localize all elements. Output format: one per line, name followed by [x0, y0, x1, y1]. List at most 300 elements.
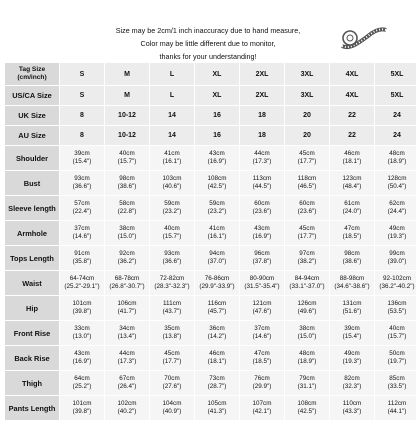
inch-value: (47.6") — [252, 308, 272, 315]
inch-value: (16.1") — [162, 158, 182, 165]
cm-value: 76-86cm — [204, 275, 230, 282]
inch-value: (29.9") — [252, 383, 272, 390]
inch-value: (40.6") — [162, 183, 182, 190]
notice-line-1: Size may be 2cm/1 inch inaccuracy due to hand measure, — [115, 26, 301, 35]
cm-value: 38cm — [299, 325, 315, 332]
measurement-cell — [330, 196, 374, 220]
measurement-row — [5, 396, 416, 420]
cm-value: 43cm — [209, 150, 225, 157]
inch-value: (31.1") — [297, 383, 317, 390]
size-cell: L — [150, 86, 194, 105]
measurement-cell — [330, 346, 374, 370]
measurement-cell — [60, 396, 104, 420]
row-label: UK Size — [5, 106, 59, 125]
inch-value: (41.7") — [117, 308, 137, 315]
cm-value: 106cm — [117, 300, 137, 307]
measurement-cell — [60, 221, 104, 245]
cm-value: 48cm — [299, 350, 315, 357]
size-cell: 22 — [330, 126, 374, 145]
cm-value: 59cm — [164, 200, 180, 207]
inch-value: (38.6") — [117, 183, 137, 190]
size-cell: XL — [195, 63, 239, 85]
row-label: Waist — [5, 271, 59, 295]
measurement-row — [5, 346, 416, 370]
inch-value: (36.2"-40.2") — [379, 283, 415, 290]
measurement-row — [5, 221, 416, 245]
inch-value: (22.4") — [72, 208, 92, 215]
size-cell: 8 — [60, 106, 104, 125]
cm-value: 92cm — [119, 250, 135, 257]
cm-value: 35cm — [164, 325, 180, 332]
cm-value: 105cm — [207, 400, 227, 407]
measurement-cell — [375, 321, 416, 345]
cm-value: 67cm — [119, 375, 135, 382]
size-cell: 16 — [195, 126, 239, 145]
cm-value: 128cm — [387, 175, 407, 182]
size-cell: 18 — [240, 126, 284, 145]
inch-value: (33.5") — [387, 383, 407, 390]
cm-value: 112cm — [387, 400, 407, 407]
measurement-cell — [285, 246, 329, 270]
measurement-cell — [105, 221, 149, 245]
cm-value: 94cm — [209, 250, 225, 257]
size-cell: S — [60, 63, 104, 85]
inch-value: (41.3") — [207, 408, 227, 415]
inch-value: (15.7") — [162, 233, 182, 240]
cm-value: 61cm — [344, 200, 360, 207]
inch-value: (16.9") — [252, 233, 272, 240]
measurement-cell — [330, 396, 374, 420]
inch-value: (40.2") — [117, 408, 137, 415]
measurement-cell — [240, 296, 284, 320]
measurement-cell — [105, 346, 149, 370]
cm-value: 41cm — [209, 225, 225, 232]
inch-value: (39.0") — [387, 258, 407, 265]
cm-value: 40cm — [389, 325, 405, 332]
inch-value: (24.0") — [342, 208, 362, 215]
inch-value: (42.5") — [207, 183, 227, 190]
measurement-row — [5, 296, 416, 320]
measurement-cell — [195, 321, 239, 345]
inch-value: (49.6") — [297, 308, 317, 315]
measurement-cell — [285, 321, 329, 345]
measurement-cell — [375, 371, 416, 395]
cm-value: 91cm — [74, 250, 90, 257]
cm-value: 43cm — [74, 350, 90, 357]
cm-value: 40cm — [164, 225, 180, 232]
size-cell: XL — [195, 86, 239, 105]
cm-value: 58cm — [119, 200, 135, 207]
cm-value: 44cm — [119, 350, 135, 357]
cm-value: 62cm — [389, 200, 405, 207]
inch-value: (39.8") — [72, 408, 92, 415]
row-label: US/CA Size — [5, 86, 59, 105]
row-label: Sleeve length — [5, 196, 59, 220]
measurement-cell — [375, 196, 416, 220]
measurement-cell — [330, 221, 374, 245]
measurement-cell — [60, 196, 104, 220]
cm-value: 131cm — [342, 300, 362, 307]
inch-value: (19.7") — [387, 358, 407, 365]
measurement-cell — [285, 196, 329, 220]
measurement-cell — [150, 271, 194, 295]
measurement-cell — [150, 146, 194, 170]
measurement-cell — [240, 346, 284, 370]
measurement-cell — [105, 396, 149, 420]
cm-value: 41cm — [164, 150, 180, 157]
cm-value: 98cm — [344, 250, 360, 257]
measurement-cell — [60, 346, 104, 370]
cm-value: 37cm — [74, 225, 90, 232]
inch-value: (23.6") — [252, 208, 272, 215]
inch-value: (36.6") — [72, 183, 92, 190]
inch-value: (17.7") — [297, 158, 317, 165]
inch-value: (31.5"-35.4") — [244, 283, 280, 290]
cm-value: 48cm — [389, 150, 405, 157]
inch-value: (15.0") — [297, 333, 317, 340]
measurement-cell — [105, 371, 149, 395]
measurement-cell — [195, 346, 239, 370]
measurement-cell — [330, 146, 374, 170]
cm-value: 85cm — [389, 375, 405, 382]
cm-value: 37cm — [254, 325, 270, 332]
measurement-cell — [195, 296, 239, 320]
notice-line-3: thanks for your understanding! — [159, 52, 257, 61]
header-row — [5, 126, 416, 145]
size-cell: M — [105, 63, 149, 85]
size-cell: S — [60, 86, 104, 105]
cm-value: 121cm — [252, 300, 272, 307]
inch-value: (36.2") — [117, 258, 137, 265]
size-cell: 14 — [150, 126, 194, 145]
measurement-cell — [240, 146, 284, 170]
measurement-cell — [240, 371, 284, 395]
measurement-cell — [375, 396, 416, 420]
cm-value: 118cm — [297, 175, 317, 182]
measurement-row — [5, 196, 416, 220]
inch-value: (18.5") — [342, 233, 362, 240]
cm-value: 45cm — [164, 350, 180, 357]
measurement-row — [5, 371, 416, 395]
cm-value: 80-90cm — [249, 275, 275, 282]
measurement-cell — [375, 296, 416, 320]
size-cell: 16 — [195, 106, 239, 125]
row-label: Pants Length — [5, 396, 59, 420]
size-cell: 3XL — [285, 86, 329, 105]
inch-value: (43.3") — [342, 408, 362, 415]
cm-value: 102cm — [117, 400, 137, 407]
cm-value: 70cm — [164, 375, 180, 382]
measurement-cell — [375, 221, 416, 245]
inch-value: (14.6") — [252, 333, 272, 340]
measurement-cell — [330, 246, 374, 270]
cm-value: 72-82cm — [159, 275, 185, 282]
size-cell: 4XL — [330, 63, 374, 85]
measurement-cell — [240, 221, 284, 245]
row-label: Bust — [5, 171, 59, 195]
size-cell: 10-12 — [105, 106, 149, 125]
inch-value: (44.1") — [387, 408, 407, 415]
cm-value: 64cm — [74, 375, 90, 382]
measurement-cell — [285, 146, 329, 170]
inch-value: (40.9") — [162, 408, 182, 415]
measurement-cell — [240, 271, 284, 295]
row-label: Thigh — [5, 371, 59, 395]
cm-value: 93cm — [74, 175, 90, 182]
measurement-row — [5, 321, 416, 345]
inch-value: (26.8"-30.7") — [109, 283, 145, 290]
cm-value: 45cm — [299, 225, 315, 232]
measurement-cell — [150, 246, 194, 270]
cm-value: 116cm — [207, 300, 227, 307]
cm-value: 108cm — [207, 175, 227, 182]
measurement-cell — [240, 196, 284, 220]
measurement-cell — [240, 171, 284, 195]
measurement-cell — [195, 371, 239, 395]
cm-value: 108cm — [297, 400, 317, 407]
cm-value: 96cm — [254, 250, 270, 257]
row-label: Armhole — [5, 221, 59, 245]
header-row — [5, 86, 416, 105]
cm-value: 136cm — [387, 300, 407, 307]
measurement-cell — [150, 346, 194, 370]
cm-value: 68-78cm — [114, 275, 140, 282]
size-cell: 5XL — [375, 86, 416, 105]
cm-value: 38cm — [119, 225, 135, 232]
measurement-cell — [150, 171, 194, 195]
size-cell: 2XL — [240, 86, 284, 105]
measurement-cell — [60, 171, 104, 195]
inch-value: (16.9") — [207, 158, 227, 165]
measurement-cell — [150, 196, 194, 220]
measurement-cell — [105, 321, 149, 345]
cm-value: 79cm — [299, 375, 315, 382]
measurement-cell — [60, 146, 104, 170]
inch-value: (15.4") — [342, 333, 362, 340]
inch-value: (45.7") — [207, 308, 227, 315]
measurement-row — [5, 271, 416, 295]
inch-value: (38.2") — [297, 258, 317, 265]
measurement-cell — [150, 296, 194, 320]
cm-value: 93cm — [164, 250, 180, 257]
cm-value: 50cm — [389, 350, 405, 357]
inch-value: (17.7") — [162, 358, 182, 365]
cm-value: 76cm — [254, 375, 270, 382]
inch-value: (53.5") — [387, 308, 407, 315]
size-cell: 3XL — [285, 63, 329, 85]
measurement-cell — [105, 271, 149, 295]
measurement-cell — [285, 171, 329, 195]
inch-value: (28.7") — [207, 383, 227, 390]
cm-value: 40cm — [119, 150, 135, 157]
cm-value: 84-94cm — [294, 275, 320, 282]
cm-value: 111cm — [163, 300, 181, 307]
cm-value: 33cm — [74, 325, 90, 332]
measurement-cell — [195, 246, 239, 270]
inch-value: (44.5") — [252, 183, 272, 190]
size-cell: 24 — [375, 106, 416, 125]
cm-value: 43cm — [254, 225, 270, 232]
size-cell: 22 — [330, 106, 374, 125]
cm-value: 113cm — [252, 175, 272, 182]
inch-value: (23.2") — [207, 208, 227, 215]
measurement-cell — [375, 346, 416, 370]
cm-value: 47cm — [254, 350, 270, 357]
size-cell: 14 — [150, 106, 194, 125]
inch-value: (39.8") — [72, 308, 92, 315]
inch-value: (18.5") — [252, 358, 272, 365]
size-cell: M — [105, 86, 149, 105]
cm-value: 57cm — [74, 200, 90, 207]
cm-value: 92-102cm — [382, 275, 411, 282]
inch-value: (27.6") — [162, 383, 182, 390]
inch-value: (46.5") — [297, 183, 317, 190]
cm-value: 126cm — [297, 300, 317, 307]
cm-value: 46cm — [344, 150, 360, 157]
measurement-cell — [330, 171, 374, 195]
inch-value: (25.2"-29.1") — [64, 283, 100, 290]
inch-value: (32.3") — [342, 383, 362, 390]
inch-value: (14.2") — [207, 333, 227, 340]
row-label: AU Size — [5, 126, 59, 145]
measurement-cell — [375, 146, 416, 170]
inch-value: (18.9") — [387, 158, 407, 165]
measurement-row — [5, 146, 416, 170]
measurement-cell — [240, 396, 284, 420]
cm-value: 46cm — [209, 350, 225, 357]
inch-value: (15.7") — [387, 333, 407, 340]
measurement-cell — [150, 221, 194, 245]
inch-value: (13.0") — [72, 333, 92, 340]
inch-value: (35.8") — [72, 258, 92, 265]
row-label: Tops Length — [5, 246, 59, 270]
size-chart-table — [4, 62, 416, 421]
notice-line-2: Color may be little different due to monitor, — [140, 39, 276, 48]
inch-value: (37.8") — [252, 258, 272, 265]
inch-value: (50.4") — [387, 183, 407, 190]
measurement-cell — [195, 146, 239, 170]
inch-value: (17.7") — [297, 233, 317, 240]
inch-value: (16.1") — [207, 233, 227, 240]
measurement-cell — [285, 346, 329, 370]
measurement-cell — [285, 396, 329, 420]
inch-value: (42.1") — [252, 408, 272, 415]
cm-value: 103cm — [162, 175, 182, 182]
inch-value: (38.6") — [342, 258, 362, 265]
inch-value: (23.2") — [162, 208, 182, 215]
cm-value: 44cm — [254, 150, 270, 157]
inch-value: (34.6"-38.6") — [334, 283, 370, 290]
measurement-cell — [330, 271, 374, 295]
measurement-cell — [60, 371, 104, 395]
measurement-cell — [150, 396, 194, 420]
measurement-cell — [375, 246, 416, 270]
inch-value: (16.9") — [72, 358, 92, 365]
measurement-cell — [330, 371, 374, 395]
cm-value: 99cm — [389, 250, 405, 257]
inch-value: (28.3"-32.3") — [154, 283, 190, 290]
cm-value: 98cm — [119, 175, 135, 182]
inch-value: (42.5") — [297, 408, 317, 415]
measurement-cell — [240, 246, 284, 270]
row-label: Front Rise — [5, 321, 59, 345]
inch-value: (29.9"-33.9") — [199, 283, 235, 290]
size-cell: 20 — [285, 126, 329, 145]
inch-value: (15.4") — [72, 158, 92, 165]
measurement-cell — [150, 371, 194, 395]
row-label: Tag Size (cm/inch) — [5, 63, 59, 85]
inch-value: (13.4") — [117, 333, 137, 340]
inch-value: (51.6") — [342, 308, 362, 315]
cm-value: 123cm — [342, 175, 362, 182]
measurement-cell — [105, 171, 149, 195]
measurement-cell — [330, 296, 374, 320]
inch-value: (25.2") — [72, 383, 92, 390]
cm-value: 49cm — [389, 225, 405, 232]
cm-value: 110cm — [342, 400, 362, 407]
measurement-cell — [285, 271, 329, 295]
cm-value: 39cm — [74, 150, 90, 157]
header-row — [5, 106, 416, 125]
inch-value: (19.3") — [342, 358, 362, 365]
measurement-cell — [195, 396, 239, 420]
size-cell: 10-12 — [105, 126, 149, 145]
header-row — [5, 63, 416, 85]
cm-value: 59cm — [209, 200, 225, 207]
inch-value: (17.3") — [252, 158, 272, 165]
cm-value: 60cm — [299, 200, 315, 207]
inch-value: (48.4") — [342, 183, 362, 190]
cm-value: 39cm — [344, 325, 360, 332]
measurement-cell — [60, 246, 104, 270]
cm-value: 36cm — [209, 325, 225, 332]
cm-value: 64-74cm — [69, 275, 95, 282]
measurement-cell — [195, 221, 239, 245]
measurement-cell — [60, 321, 104, 345]
cm-value: 47cm — [344, 225, 360, 232]
inch-value: (18.9") — [297, 358, 317, 365]
inch-value: (37.0") — [207, 258, 227, 265]
inch-value: (15.0") — [117, 233, 137, 240]
size-cell: 24 — [375, 126, 416, 145]
measurement-cell — [285, 221, 329, 245]
inch-value: (15.7") — [117, 158, 137, 165]
size-cell: 5XL — [375, 63, 416, 85]
cm-value: 82cm — [344, 375, 360, 382]
cm-value: 60cm — [254, 200, 270, 207]
cm-value: 45cm — [299, 150, 315, 157]
cm-value: 97cm — [299, 250, 315, 257]
size-cell: L — [150, 63, 194, 85]
inch-value: (13.8") — [162, 333, 182, 340]
size-cell: 8 — [60, 126, 104, 145]
measurement-cell — [285, 296, 329, 320]
inch-value: (43.7") — [162, 308, 182, 315]
inch-value: (19.3") — [387, 233, 407, 240]
size-cell: 4XL — [330, 86, 374, 105]
measurement-cell — [105, 246, 149, 270]
size-cell: 20 — [285, 106, 329, 125]
measurement-cell — [150, 321, 194, 345]
measurement-cell — [105, 146, 149, 170]
measurement-cell — [60, 296, 104, 320]
inch-value: (23.6") — [297, 208, 317, 215]
inch-value: (24.4") — [387, 208, 407, 215]
inch-value: (22.8") — [117, 208, 137, 215]
inch-value: (36.6") — [162, 258, 182, 265]
measurement-cell — [195, 271, 239, 295]
measurement-cell — [195, 171, 239, 195]
